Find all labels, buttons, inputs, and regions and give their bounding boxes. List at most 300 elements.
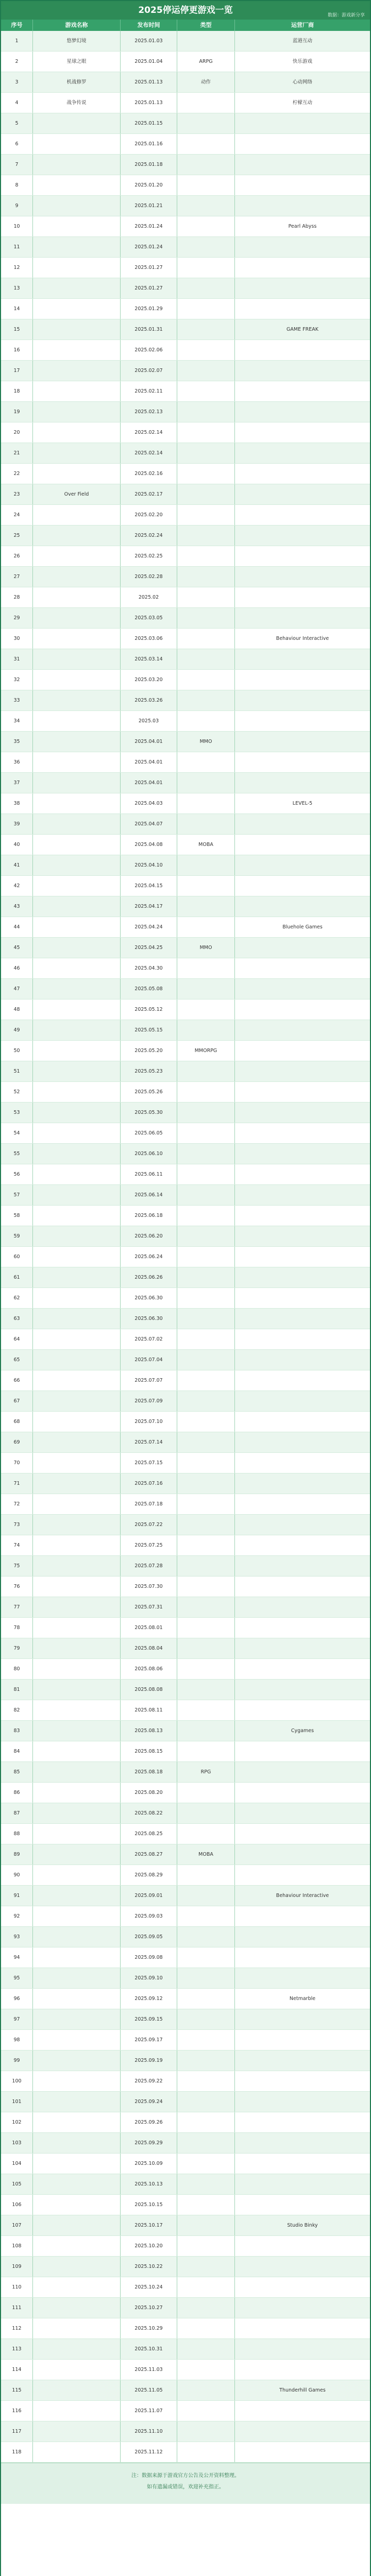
row-game-name	[33, 2360, 121, 2380]
row-release-date: 2025.11.07	[121, 2401, 177, 2421]
table-row	[1, 2092, 370, 2112]
row-publisher	[235, 155, 370, 175]
row-genre	[177, 175, 235, 195]
table-row	[1, 814, 370, 835]
row-game-name	[33, 1123, 121, 1143]
row-index: 48	[1, 999, 33, 1020]
row-index: 115	[1, 2380, 33, 2400]
row-publisher: 心动网络	[292, 79, 312, 85]
row-release-date: 2025.01.03	[121, 31, 177, 51]
row-genre	[177, 1473, 235, 1494]
row-game-name	[33, 2112, 121, 2132]
row-publisher	[235, 1968, 370, 1988]
row-game-name	[33, 1597, 121, 1617]
row-publisher: Studio Binky	[287, 2223, 318, 2228]
row-release-date: 2025.02.13	[121, 402, 177, 422]
row-index: 18	[1, 381, 33, 401]
row-index: 9	[1, 196, 33, 216]
row-release-date: 2025.06.30	[121, 1309, 177, 1329]
row-publisher	[235, 2257, 370, 2277]
row-game-name	[33, 1700, 121, 1720]
row-index: 15	[1, 319, 33, 340]
row-publisher	[235, 2298, 370, 2318]
row-publisher	[235, 278, 370, 298]
row-genre	[177, 134, 235, 154]
table-row	[1, 1309, 370, 1329]
table-row	[1, 1783, 370, 1803]
row-index: 102	[1, 2112, 33, 2132]
row-index: 56	[1, 1164, 33, 1184]
row-release-date: 2025.02.16	[121, 464, 177, 484]
row-game-name	[33, 340, 121, 360]
row-genre	[177, 1453, 235, 1473]
table-row	[1, 196, 370, 216]
row-release-date: 2025.10.13	[121, 2174, 177, 2194]
row-game-name	[33, 958, 121, 978]
row-game-name	[33, 1103, 121, 1123]
row-publisher: Behaviour Interactive	[276, 1893, 329, 1899]
row-release-date: 2025.07.31	[121, 1597, 177, 1617]
row-genre	[177, 93, 235, 113]
row-index: 62	[1, 1288, 33, 1308]
row-game-name	[33, 587, 121, 607]
row-game-name	[33, 1226, 121, 1246]
row-release-date: 2025.05.20	[121, 1041, 177, 1061]
row-genre	[177, 629, 235, 649]
row-game-name	[33, 773, 121, 793]
row-index: 37	[1, 773, 33, 793]
table-row	[1, 2401, 370, 2421]
row-genre	[177, 1206, 235, 1226]
row-game-name	[33, 835, 121, 855]
table-row	[1, 381, 370, 402]
row-game-name	[33, 1618, 121, 1638]
row-genre	[177, 855, 235, 875]
row-release-date: 2025.10.31	[121, 2339, 177, 2359]
table-row	[1, 1680, 370, 1700]
row-index: 3	[1, 72, 33, 92]
row-game-name	[33, 2092, 121, 2112]
row-genre	[177, 2050, 235, 2071]
table-row	[1, 608, 370, 629]
row-game-name	[33, 2380, 121, 2400]
row-publisher	[235, 1535, 370, 1555]
row-publisher	[235, 1659, 370, 1679]
row-index: 52	[1, 1082, 33, 1102]
row-publisher	[235, 1020, 370, 1040]
row-publisher	[235, 2401, 370, 2421]
row-game-name	[33, 2277, 121, 2297]
row-index: 26	[1, 546, 33, 566]
row-publisher	[235, 732, 370, 752]
row-genre	[177, 2318, 235, 2338]
table-row	[1, 299, 370, 319]
row-game-name	[33, 1680, 121, 1700]
row-release-date: 2025.01.15	[121, 113, 177, 133]
row-publisher	[235, 2174, 370, 2194]
row-genre	[177, 526, 235, 546]
footer-note	[1, 2463, 370, 2504]
row-index: 31	[1, 649, 33, 669]
row-publisher	[235, 2050, 370, 2071]
row-genre	[177, 113, 235, 133]
row-index: 96	[1, 1989, 33, 2009]
table-row	[1, 958, 370, 979]
row-publisher	[235, 1577, 370, 1597]
table-row	[1, 422, 370, 443]
table-row	[1, 2009, 370, 2030]
row-genre	[177, 1989, 235, 2009]
row-release-date: 2025.08.01	[121, 1618, 177, 1638]
table-row	[1, 1412, 370, 1432]
row-release-date: 2025.09.03	[121, 1906, 177, 1926]
row-genre	[177, 1741, 235, 1761]
row-release-date: 2025.09.17	[121, 2030, 177, 2050]
row-genre	[177, 1659, 235, 1679]
row-publisher	[235, 2071, 370, 2091]
row-game-name	[33, 1288, 121, 1308]
row-publisher	[235, 1123, 370, 1143]
table-row	[1, 113, 370, 134]
table-row	[1, 1638, 370, 1659]
row-genre	[177, 2257, 235, 2277]
row-game-name	[33, 2195, 121, 2215]
row-game-name	[33, 2421, 121, 2442]
row-release-date: 2025.02.20	[121, 505, 177, 525]
row-genre	[177, 773, 235, 793]
row-publisher	[235, 670, 370, 690]
row-publisher	[235, 1247, 370, 1267]
row-release-date: 2025.04.01	[121, 752, 177, 772]
row-release-date: 2025.06.18	[121, 1206, 177, 1226]
row-release-date: 2025.04.10	[121, 855, 177, 875]
table-row	[1, 175, 370, 196]
row-genre	[177, 464, 235, 484]
table-row	[1, 670, 370, 690]
row-publisher	[235, 1803, 370, 1823]
table-body	[1, 31, 370, 2463]
row-publisher	[235, 2195, 370, 2215]
row-release-date: 2025.06.14	[121, 1185, 177, 1205]
row-release-date: 2025.09.05	[121, 1927, 177, 1947]
row-index: 81	[1, 1680, 33, 1700]
row-game-name	[33, 1721, 121, 1741]
row-publisher	[235, 1453, 370, 1473]
row-publisher	[235, 1103, 370, 1123]
row-publisher	[235, 2112, 370, 2132]
row-publisher	[235, 1556, 370, 1576]
table-row	[1, 876, 370, 896]
row-index: 44	[1, 917, 33, 937]
row-publisher	[235, 237, 370, 257]
row-publisher	[235, 526, 370, 546]
row-index: 30	[1, 629, 33, 649]
row-release-date: 2025.07.02	[121, 1329, 177, 1349]
row-index: 113	[1, 2339, 33, 2359]
row-publisher	[235, 1144, 370, 1164]
row-index: 104	[1, 2154, 33, 2174]
row-release-date: 2025.06.05	[121, 1123, 177, 1143]
row-genre	[177, 1638, 235, 1658]
row-game-name	[33, 1989, 121, 2009]
row-publisher	[235, 958, 370, 978]
row-release-date: 2025.04.25	[121, 938, 177, 958]
table-row	[1, 979, 370, 999]
row-release-date: 2025.10.20	[121, 2236, 177, 2256]
row-genre	[177, 1103, 235, 1123]
row-genre	[177, 1824, 235, 1844]
row-publisher	[235, 2339, 370, 2359]
row-release-date: 2025.01.29	[121, 299, 177, 319]
row-game-name	[33, 1762, 121, 1782]
row-game-name	[33, 1473, 121, 1494]
header-genre: 类型	[177, 20, 235, 31]
table-row	[1, 546, 370, 567]
row-game-name	[33, 299, 121, 319]
row-release-date: 2025.06.11	[121, 1164, 177, 1184]
row-publisher	[235, 567, 370, 587]
row-release-date: 2025.10.24	[121, 2277, 177, 2297]
row-index: 84	[1, 1741, 33, 1761]
row-index: 7	[1, 155, 33, 175]
table-row	[1, 1350, 370, 1370]
row-genre	[177, 1947, 235, 1968]
row-index: 51	[1, 1061, 33, 1081]
table-row	[1, 917, 370, 938]
row-release-date: 2025.07.04	[121, 1350, 177, 1370]
row-game-name	[33, 216, 121, 236]
row-genre	[177, 670, 235, 690]
row-index: 116	[1, 2401, 33, 2421]
row-genre	[177, 2112, 235, 2132]
row-genre	[177, 958, 235, 978]
table-row	[1, 1123, 370, 1144]
row-release-date: 2025.09.01	[121, 1886, 177, 1906]
row-publisher	[235, 1824, 370, 1844]
table-row	[1, 2277, 370, 2298]
row-publisher	[235, 1432, 370, 1452]
row-game-name	[33, 319, 121, 340]
table-row	[1, 1247, 370, 1267]
row-index: 73	[1, 1515, 33, 1535]
row-genre	[177, 1803, 235, 1823]
table-row	[1, 1473, 370, 1494]
row-game-name	[33, 1164, 121, 1184]
row-index: 4	[1, 93, 33, 113]
table-row	[1, 216, 370, 237]
row-genre	[177, 1061, 235, 1081]
row-index: 50	[1, 1041, 33, 1061]
row-genre	[177, 299, 235, 319]
row-publisher	[235, 587, 370, 607]
row-release-date: 2025.06.10	[121, 1144, 177, 1164]
row-game-name	[33, 2401, 121, 2421]
row-publisher	[235, 1391, 370, 1411]
row-game-name	[33, 938, 121, 958]
row-index: 6	[1, 134, 33, 154]
row-game-name	[33, 546, 121, 566]
row-index: 42	[1, 876, 33, 896]
table-row	[1, 732, 370, 752]
table-row	[1, 1144, 370, 1164]
table-row	[1, 629, 370, 649]
row-genre	[177, 1267, 235, 1287]
row-genre	[177, 1577, 235, 1597]
row-index: 87	[1, 1803, 33, 1823]
row-index: 12	[1, 258, 33, 278]
table-row	[1, 690, 370, 711]
row-game-name	[33, 2154, 121, 2174]
footer-line-2: 如有遗漏或错误，欢迎补充指正。	[147, 2484, 224, 2490]
row-release-date: 2025.04.24	[121, 917, 177, 937]
row-genre	[177, 2380, 235, 2400]
row-publisher	[235, 1947, 370, 1968]
row-genre	[177, 2236, 235, 2256]
row-release-date: 2025.01.24	[121, 237, 177, 257]
row-game-name	[33, 2339, 121, 2359]
row-index: 16	[1, 340, 33, 360]
row-genre	[177, 2421, 235, 2442]
row-genre	[177, 402, 235, 422]
row-genre	[177, 2133, 235, 2153]
row-publisher	[235, 896, 370, 917]
row-game-name	[33, 505, 121, 525]
row-index: 93	[1, 1927, 33, 1947]
row-publisher	[235, 835, 370, 855]
row-genre	[177, 587, 235, 607]
row-release-date: 2025.02.11	[121, 381, 177, 401]
row-genre	[177, 155, 235, 175]
row-publisher	[235, 1412, 370, 1432]
row-release-date: 2025.03.06	[121, 629, 177, 649]
row-genre	[177, 1865, 235, 1885]
row-game-name	[33, 732, 121, 752]
row-release-date: 2025.02.24	[121, 526, 177, 546]
row-index: 47	[1, 979, 33, 999]
row-release-date: 2025.10.17	[121, 2215, 177, 2235]
row-genre	[177, 1350, 235, 1370]
table-row	[1, 1288, 370, 1309]
row-game-name	[33, 2071, 121, 2091]
row-game-name	[33, 608, 121, 628]
row-index: 108	[1, 2236, 33, 2256]
row-publisher: Behaviour Interactive	[276, 636, 329, 641]
row-release-date: 2025.03.14	[121, 649, 177, 669]
row-release-date: 2025.05.26	[121, 1082, 177, 1102]
row-publisher	[235, 690, 370, 710]
row-genre	[177, 2009, 235, 2029]
row-game-name	[33, 361, 121, 381]
row-index: 77	[1, 1597, 33, 1617]
table-row	[1, 258, 370, 278]
row-release-date: 2025.07.16	[121, 1473, 177, 1494]
row-publisher	[235, 1164, 370, 1184]
row-publisher	[235, 1370, 370, 1391]
row-game-name	[33, 876, 121, 896]
table-row	[1, 2236, 370, 2257]
row-game-name	[33, 422, 121, 443]
table-row	[1, 1515, 370, 1535]
row-publisher	[235, 1288, 370, 1308]
row-release-date: 2025.11.10	[121, 2421, 177, 2442]
row-release-date: 2025.05.12	[121, 999, 177, 1020]
row-game-name	[33, 381, 121, 401]
row-game-name	[33, 1329, 121, 1349]
table-row	[1, 855, 370, 876]
row-game-name	[33, 1783, 121, 1803]
row-release-date: 2025.01.21	[121, 196, 177, 216]
row-genre	[177, 2071, 235, 2091]
row-genre	[177, 1927, 235, 1947]
row-publisher	[235, 1185, 370, 1205]
row-publisher	[235, 1865, 370, 1885]
row-genre	[177, 484, 235, 504]
row-publisher	[235, 2133, 370, 2153]
row-index: 53	[1, 1103, 33, 1123]
table-row	[1, 72, 370, 93]
table-row	[1, 1082, 370, 1103]
row-game-name	[33, 1206, 121, 1226]
row-index: 99	[1, 2050, 33, 2071]
row-genre	[177, 258, 235, 278]
table-row	[1, 2298, 370, 2318]
row-publisher	[235, 2154, 370, 2174]
row-release-date: 2025.08.29	[121, 1865, 177, 1885]
row-release-date: 2025.02.06	[121, 340, 177, 360]
row-release-date: 2025.06.24	[121, 1247, 177, 1267]
title-bar	[1, 1, 370, 20]
row-index: 61	[1, 1267, 33, 1287]
header-game-name: 游戏名称	[33, 20, 121, 31]
row-game-name	[33, 258, 121, 278]
row-release-date: 2025.08.22	[121, 1803, 177, 1823]
row-game-name	[33, 1865, 121, 1885]
row-publisher	[235, 2421, 370, 2442]
table-row	[1, 1020, 370, 1041]
row-release-date: 2025.09.26	[121, 2112, 177, 2132]
row-index: 60	[1, 1247, 33, 1267]
row-game-name	[33, 1453, 121, 1473]
row-game-name	[33, 2009, 121, 2029]
row-index: 22	[1, 464, 33, 484]
table-row	[1, 1370, 370, 1391]
table-row	[1, 2339, 370, 2360]
row-release-date: 2025.08.06	[121, 1659, 177, 1679]
row-index: 112	[1, 2318, 33, 2338]
row-game-name	[33, 2236, 121, 2256]
row-release-date: 2025.03.05	[121, 608, 177, 628]
row-index: 107	[1, 2215, 33, 2235]
row-publisher	[235, 2236, 370, 2256]
row-release-date: 2025.02.14	[121, 443, 177, 463]
row-game-name	[33, 526, 121, 546]
row-game-name	[33, 113, 121, 133]
row-game-name: 星球之眼	[33, 52, 121, 72]
row-release-date: 2025.01.20	[121, 175, 177, 195]
row-genre	[177, 2360, 235, 2380]
row-game-name	[33, 2030, 121, 2050]
row-game-name	[33, 629, 121, 649]
table-row	[1, 1968, 370, 1989]
table-row	[1, 1164, 370, 1185]
row-publisher	[235, 1041, 370, 1061]
row-genre	[177, 1494, 235, 1514]
row-publisher	[235, 979, 370, 999]
row-genre	[177, 2215, 235, 2235]
row-genre	[177, 896, 235, 917]
row-index: 43	[1, 896, 33, 917]
row-genre	[177, 1515, 235, 1535]
